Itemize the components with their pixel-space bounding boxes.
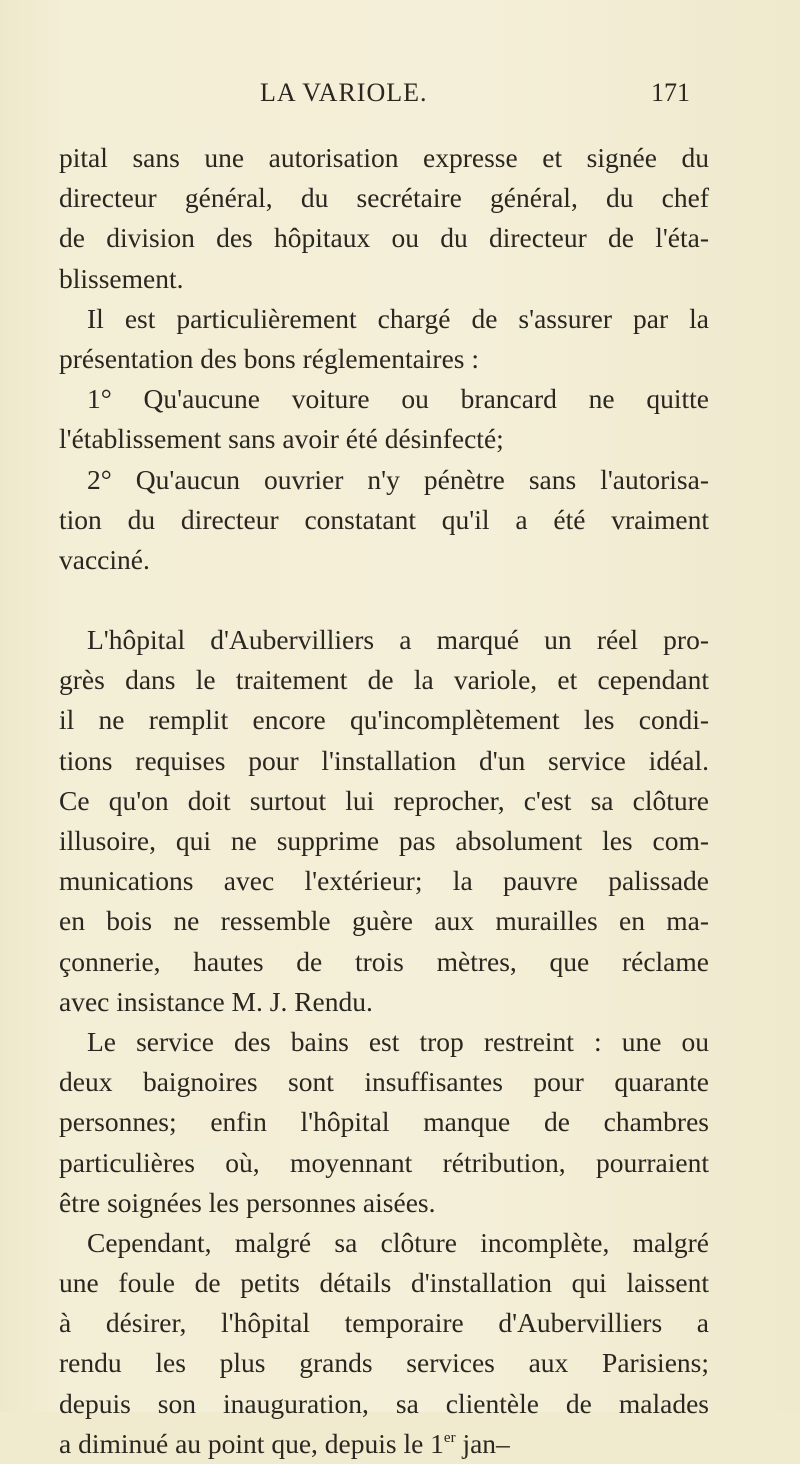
- body-text: [59, 138, 709, 1464]
- text-line: particulières où, moyennant rétribution, pourraient: [59, 1146, 709, 1178]
- text-line: L'hôpital d'Aubervilliers a marqué un réel pro-: [87, 624, 709, 656]
- text-line: 2° Qu'aucun ouvrier n'y pénètre sans l'autorisa-: [87, 463, 709, 495]
- paragraph: [59, 620, 709, 1022]
- text-line: pital sans une autorisation expresse et signée du: [59, 142, 709, 173]
- text-line-end: jan–: [455, 1427, 510, 1459]
- paragraph-spacer: [59, 580, 709, 620]
- text-line: Le service des bains est trop restreint : une ou: [87, 1025, 709, 1057]
- text-line: grès dans le traitement de la variole, et cependant: [59, 664, 709, 696]
- page-number: 171: [651, 78, 690, 107]
- text-line: l'établissement sans avoir été désinfecté;: [59, 423, 504, 455]
- text-line: de division des hôpitaux ou du directeur de l'éta-: [59, 222, 709, 254]
- text-line: en bois ne ressemble guère aux murailles en ma-: [59, 905, 709, 937]
- text-line: à désirer, l'hôpital temporaire d'Aubervilliers a: [59, 1307, 709, 1339]
- text-line: être soignées les personnes aisées.: [59, 1186, 436, 1218]
- text-line: blissement.: [59, 262, 184, 294]
- text-line: 1° Qu'aucune voiture ou brancard ne quitte: [87, 383, 709, 415]
- text-line: il ne remplit encore qu'incomplètement les condi-: [59, 704, 709, 736]
- page-header: [60, 78, 700, 118]
- paragraph: [59, 1022, 709, 1223]
- text-line: Cependant, malgré sa clôture incomplète, malgré: [87, 1226, 709, 1258]
- text-line: tion du directeur constatant qu'il a été vraiment: [59, 503, 709, 535]
- text-line: une foule de petits détails d'installation qui laissent: [59, 1267, 709, 1299]
- text-line: directeur général, du secrétaire général, du chef: [59, 182, 709, 214]
- text-line: présentation des bons réglementaires :: [59, 342, 480, 374]
- paragraph: [59, 1223, 709, 1464]
- text-line-start: a diminué au point que, depuis le 1: [59, 1427, 444, 1459]
- text-line: Il est particulièrement chargé de s'assurer par la: [87, 302, 709, 334]
- text-line: depuis son inauguration, sa clientèle de malades: [59, 1387, 709, 1419]
- paragraph: [59, 299, 709, 379]
- text-line: avec insistance M. J. Rendu.: [59, 985, 373, 1017]
- paragraph: [59, 379, 709, 459]
- paragraph: [59, 138, 709, 299]
- text-line: çonnerie, hautes de trois mètres, que réclame: [59, 945, 709, 977]
- text-line: rendu les plus grands services aux Parisiens;: [59, 1347, 709, 1379]
- text-line: personnes; enfin l'hôpital manque de chambres: [59, 1106, 709, 1138]
- running-title: LA VARIOLE.: [260, 78, 428, 107]
- text-line: illusoire, qui ne supprime pas absolument les com-: [59, 825, 709, 856]
- text-line-last: [59, 1424, 709, 1464]
- text-line: tions requises pour l'installation d'un service idéal.: [59, 744, 709, 776]
- text-line: munications avec l'extérieur; la pauvre palissade: [59, 865, 709, 897]
- text-line: vacciné.: [59, 543, 150, 575]
- text-line: Ce qu'on doit surtout lui reprocher, c'est sa clôture: [59, 784, 709, 816]
- paragraph: [59, 460, 709, 581]
- superscript: er: [443, 1429, 456, 1446]
- text-line: deux baignoires sont insuffisantes pour quarante: [59, 1066, 709, 1098]
